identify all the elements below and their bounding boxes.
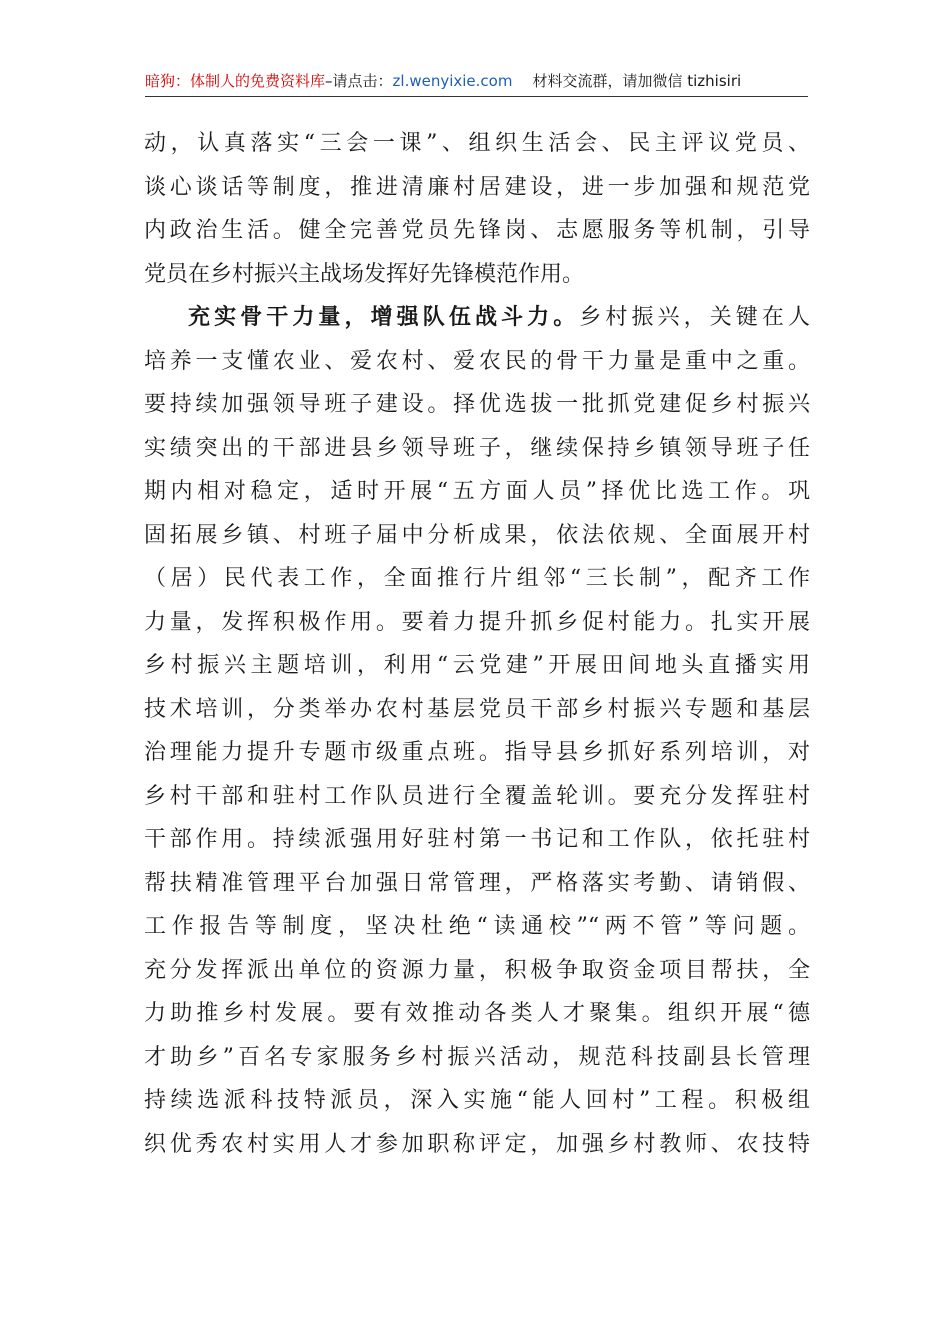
text-line: 要持续加强领导班子建设。择优选拔一批抓党建促乡村振兴	[144, 392, 810, 417]
text-line: 干部作用。持续派强用好驻村第一书记和工作队，依托驻村	[144, 827, 810, 852]
text-line: 内政治生活。健全完善党员先锋岗、志愿服务等机制，引导	[144, 218, 810, 243]
paragraph-2	[144, 296, 810, 1166]
text-line: 培养一支懂农业、爱农村、爱农民的骨干力量是重中之重。	[144, 348, 810, 374]
header-brand: 暗狗：体制人的免费资料库	[145, 72, 326, 90]
text-line: 固拓展乡镇、村班子届中分析成果，依法依规、全面展开村	[144, 522, 810, 548]
text-line: 实绩突出的干部进县乡领导班子，继续保持乡镇领导班子任	[144, 435, 810, 461]
text-line: 动，认真落实“三会一课”、组织生活会、民主评议党员、	[144, 131, 810, 156]
paragraph-heading: 充实骨干力量，增强队伍战斗力。	[188, 304, 580, 330]
paragraph-1	[144, 122, 810, 296]
header-link[interactable]: zl.wenyixie.com	[392, 72, 513, 90]
text-line: 帮扶精准管理平台加强日常管理，严格落实考勤、请销假、	[144, 870, 810, 896]
text-line: （居）民代表工作，全面推行片组邻“三长制”，配齐工作	[144, 566, 810, 591]
header-link-prefix: –请点击：	[325, 72, 393, 90]
document-body	[144, 122, 810, 1166]
text-line: 党员在乡村振兴主战场发挥好先锋模范作用。	[144, 261, 585, 287]
text-line: 乡村干部和驻村工作队员进行全覆盖轮训。要充分发挥驻村	[144, 783, 810, 809]
text-line: 技术培训，分类举办农村基层党员干部乡村振兴专题和基层	[144, 696, 810, 722]
text-line: 织优秀农村实用人才参加职称评定，加强乡村教师、农技特	[144, 1131, 810, 1157]
text-line: 持续选派科技特派员，深入实施“能人回村”工程。积极组	[144, 1088, 810, 1113]
text-line: 力量，发挥积极作用。要着力提升抓乡促村能力。扎实开展	[144, 609, 810, 635]
paragraph-first-line	[144, 296, 810, 340]
text-line: 乡村振兴主题培训，利用“云党建”开展田间地头直播实用	[144, 653, 810, 678]
page-header	[145, 66, 808, 97]
paragraph-lead: 乡村振兴，关键在人	[579, 305, 810, 330]
text-line: 充分发挥派出单位的资源力量，积极争取资金项目帮扶，全	[144, 957, 810, 983]
text-line: 期内相对稳定，适时开展“五方面人员”择优比选工作。巩	[144, 479, 810, 504]
text-line: 力助推乡村发展。要有效推动各类人才聚集。组织开展“德	[144, 1001, 810, 1026]
text-line: 谈心谈话等制度，推进清廉村居建设，进一步加强和规范党	[144, 174, 810, 200]
text-line: 治理能力提升专题市级重点班。指导县乡抓好系列培训，对	[144, 740, 810, 765]
text-line: 才助乡”百名专家服务乡村振兴活动，规范科技副县长管理	[144, 1044, 810, 1070]
header-wechat: 材料交流群，请加微信 tizhisiri	[532, 72, 742, 90]
text-line: 工作报告等制度，坚决杜绝“读通校”“两不管”等问题。	[144, 914, 810, 939]
